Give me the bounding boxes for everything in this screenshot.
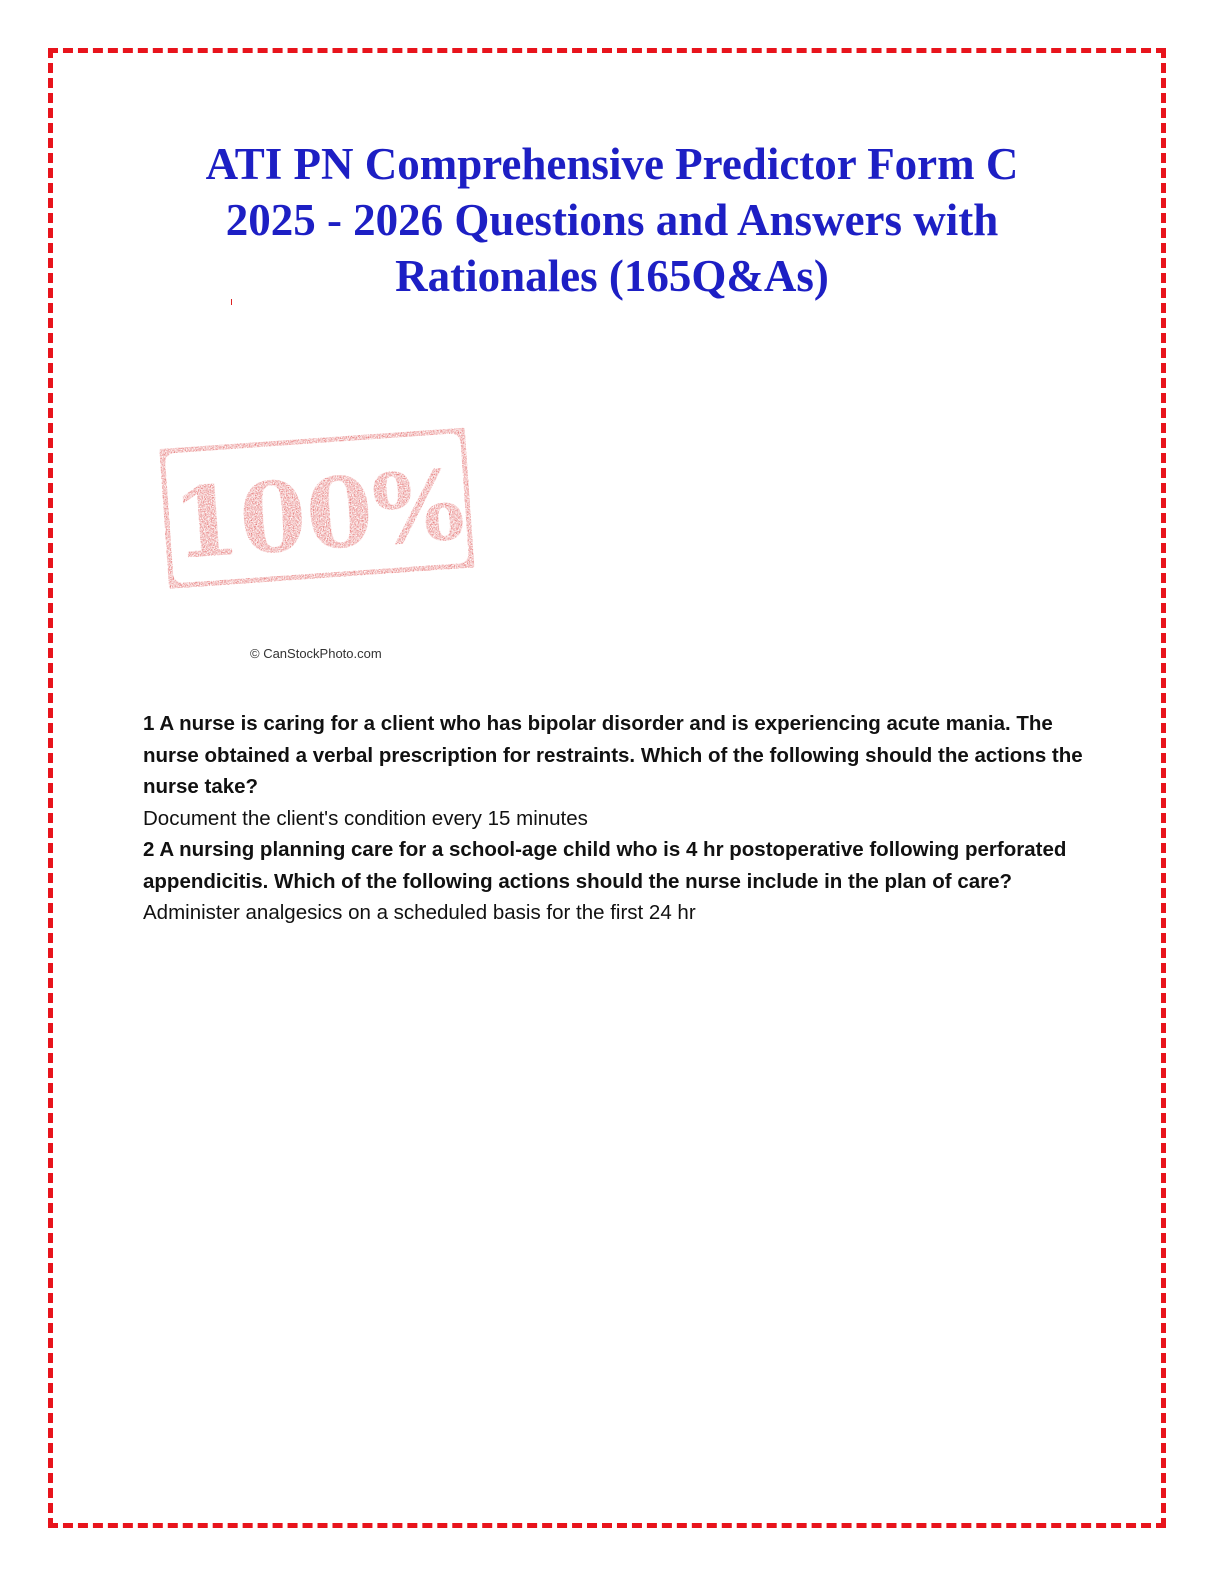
qa-list bbox=[143, 708, 1083, 929]
qa-item bbox=[143, 834, 1083, 929]
answer-text: Document the client's condition every 15 minutes bbox=[143, 806, 588, 830]
title-line: ATI PN Comprehensive Predictor Form C bbox=[205, 139, 1019, 189]
document-title bbox=[120, 136, 1104, 304]
title-line: 2025 - 2026 Questions and Answers with bbox=[225, 195, 999, 245]
stamp-graphic bbox=[150, 420, 490, 600]
qa-item bbox=[143, 708, 1083, 834]
stamp-credit: © CanStockPhoto.com bbox=[250, 646, 382, 661]
stamp-text: 100% bbox=[168, 448, 468, 582]
stray-mark bbox=[231, 299, 232, 305]
question-text: 1 A nurse is caring for a client who has bipolar disorder and is experiencing acute mania. The nurse obtained a verbal prescription for restraints. Which of the following should the actions the nurse take? bbox=[143, 712, 1083, 798]
title-line: Rationales (165Q&As) bbox=[395, 251, 829, 301]
answer-text: Administer analgesics on a scheduled basis for the first 24 hr bbox=[143, 901, 696, 924]
question-text: 2 A nursing planning care for a school-age child who is 4 hr postoperative following perforated appendicitis. Which of the following actions should the nurse include in the plan of care? bbox=[143, 838, 1067, 893]
stamp-image bbox=[150, 420, 490, 600]
